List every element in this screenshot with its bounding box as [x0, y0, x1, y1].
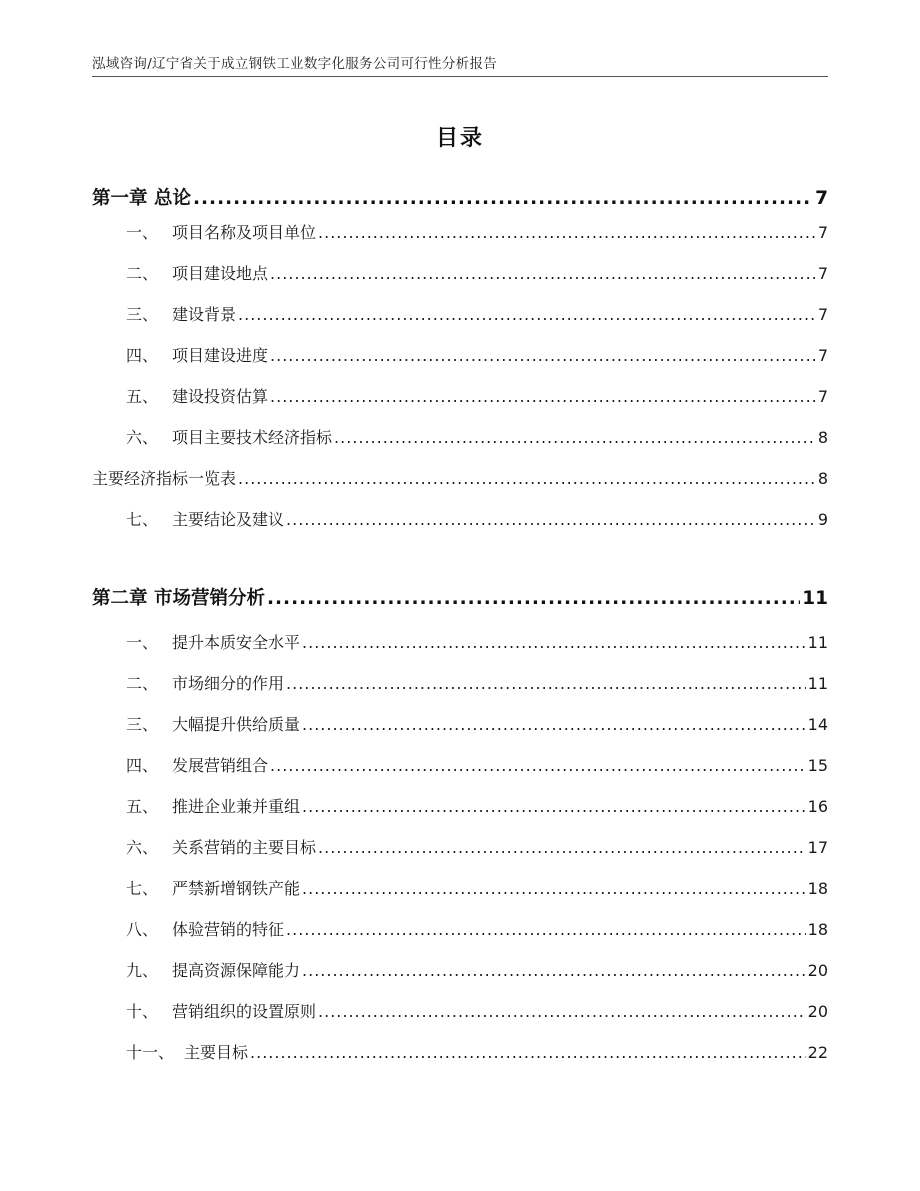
toc-entry-section[interactable] — [92, 712, 828, 738]
toc-leader-dots — [270, 264, 816, 283]
toc-page-number: 11 — [807, 674, 828, 693]
toc-leader-dots — [193, 188, 813, 209]
toc-page-number: 7 — [817, 305, 828, 324]
toc-entry-label: 一、 项目名称及项目单位 — [126, 223, 317, 242]
toc-leader-dots — [286, 920, 806, 939]
toc-page-number: 20 — [807, 1002, 828, 1021]
toc-entry-label: 五、 建设投资估算 — [126, 387, 269, 406]
toc-leader-dots — [286, 510, 816, 529]
toc-entry-section[interactable] — [92, 425, 828, 451]
toc-leader-dots — [267, 588, 800, 609]
toc-entry-label: 四、 发展营销组合 — [126, 756, 269, 775]
toc-entry-chapter[interactable] — [92, 184, 828, 210]
toc-entry-label: 第一章 总论 — [92, 188, 191, 209]
toc-entry-table[interactable] — [92, 466, 828, 492]
toc-entry-chapter[interactable] — [92, 584, 828, 610]
toc-leader-dots — [302, 797, 806, 816]
toc-entry-section[interactable] — [92, 302, 828, 328]
toc-entry-label: 十、 营销组织的设置原则 — [126, 1002, 317, 1021]
toc-leader-dots — [334, 428, 816, 447]
toc-page-number: 11 — [802, 588, 828, 609]
toc-leader-dots — [302, 715, 806, 734]
toc-leader-dots — [318, 223, 816, 242]
toc-page-number: 8 — [817, 469, 828, 488]
toc-entry-section[interactable] — [92, 1040, 828, 1066]
header-divider — [92, 76, 828, 77]
toc-title: 目录 — [435, 126, 484, 151]
toc-leader-dots — [318, 1002, 806, 1021]
toc-page-number: 20 — [807, 961, 828, 980]
toc-page-number: 18 — [807, 879, 828, 898]
toc-entry-label: 六、 项目主要技术经济指标 — [126, 428, 333, 447]
toc-page-number: 14 — [807, 715, 828, 734]
toc-leader-dots — [270, 346, 816, 365]
toc-entry-label: 主要经济指标一览表 — [92, 469, 237, 488]
header-title: 泓域咨询/辽宁省关于成立钢铁工业数字化服务公司可行性分析报告 — [92, 56, 498, 72]
toc-leader-dots — [270, 756, 806, 775]
toc-leader-dots — [238, 469, 816, 488]
toc-entry-section[interactable] — [92, 261, 828, 287]
toc-entry-section[interactable] — [92, 876, 828, 902]
toc-entry-section[interactable] — [92, 794, 828, 820]
toc-entry-section[interactable] — [92, 917, 828, 943]
toc-entry-label: 七、 主要结论及建议 — [126, 510, 285, 529]
toc-entry-label: 第二章 市场营销分析 — [92, 588, 265, 609]
toc-page-number: 9 — [817, 510, 828, 529]
toc-page-number: 17 — [807, 838, 828, 857]
toc-leader-dots — [250, 1043, 806, 1062]
toc-entry-section[interactable] — [92, 630, 828, 656]
toc-leader-dots — [302, 961, 806, 980]
toc-entry-section[interactable] — [92, 999, 828, 1025]
toc-page-number: 22 — [807, 1043, 828, 1062]
toc-entry-section[interactable] — [92, 507, 828, 533]
toc-entry-label: 十一、 主要目标 — [126, 1043, 249, 1062]
toc-leader-dots — [286, 674, 806, 693]
toc-page-number: 7 — [815, 188, 828, 209]
toc-entry-label: 二、 市场细分的作用 — [126, 674, 285, 693]
toc-entry-section[interactable] — [92, 753, 828, 779]
toc-page-number: 8 — [817, 428, 828, 447]
toc-entry-section[interactable] — [92, 343, 828, 369]
toc-page-number: 18 — [807, 920, 828, 939]
toc-entry-section[interactable] — [92, 384, 828, 410]
toc-page-number: 16 — [807, 797, 828, 816]
toc-entry-label: 五、 推进企业兼并重组 — [126, 797, 301, 816]
toc-page-number: 7 — [817, 264, 828, 283]
toc-leader-dots — [270, 387, 816, 406]
toc-entry-label: 三、 建设背景 — [126, 305, 237, 324]
toc-leader-dots — [318, 838, 806, 857]
toc-entry-label: 一、 提升本质安全水平 — [126, 633, 301, 652]
toc-entry-section[interactable] — [92, 220, 828, 246]
toc-page-number: 7 — [817, 223, 828, 242]
toc-entry-section[interactable] — [92, 835, 828, 861]
toc-entry-label: 六、 关系营销的主要目标 — [126, 838, 317, 857]
toc-leader-dots — [302, 879, 806, 898]
toc-entry-label: 七、 严禁新增钢铁产能 — [126, 879, 301, 898]
toc-page-number: 7 — [817, 346, 828, 365]
toc-page-number: 15 — [807, 756, 828, 775]
toc-entry-label: 三、 大幅提升供给质量 — [126, 715, 301, 734]
toc-entry-section[interactable] — [92, 671, 828, 697]
toc-page-number: 7 — [817, 387, 828, 406]
toc-entry-label: 九、 提高资源保障能力 — [126, 961, 301, 980]
toc-leader-dots — [238, 305, 816, 324]
toc-entry-label: 八、 体验营销的特征 — [126, 920, 285, 939]
toc-entry-label: 四、 项目建设进度 — [126, 346, 269, 365]
toc-entry-section[interactable] — [92, 958, 828, 984]
toc-page-number: 11 — [807, 633, 828, 652]
toc-leader-dots — [302, 633, 806, 652]
toc-entry-label: 二、 项目建设地点 — [126, 264, 269, 283]
